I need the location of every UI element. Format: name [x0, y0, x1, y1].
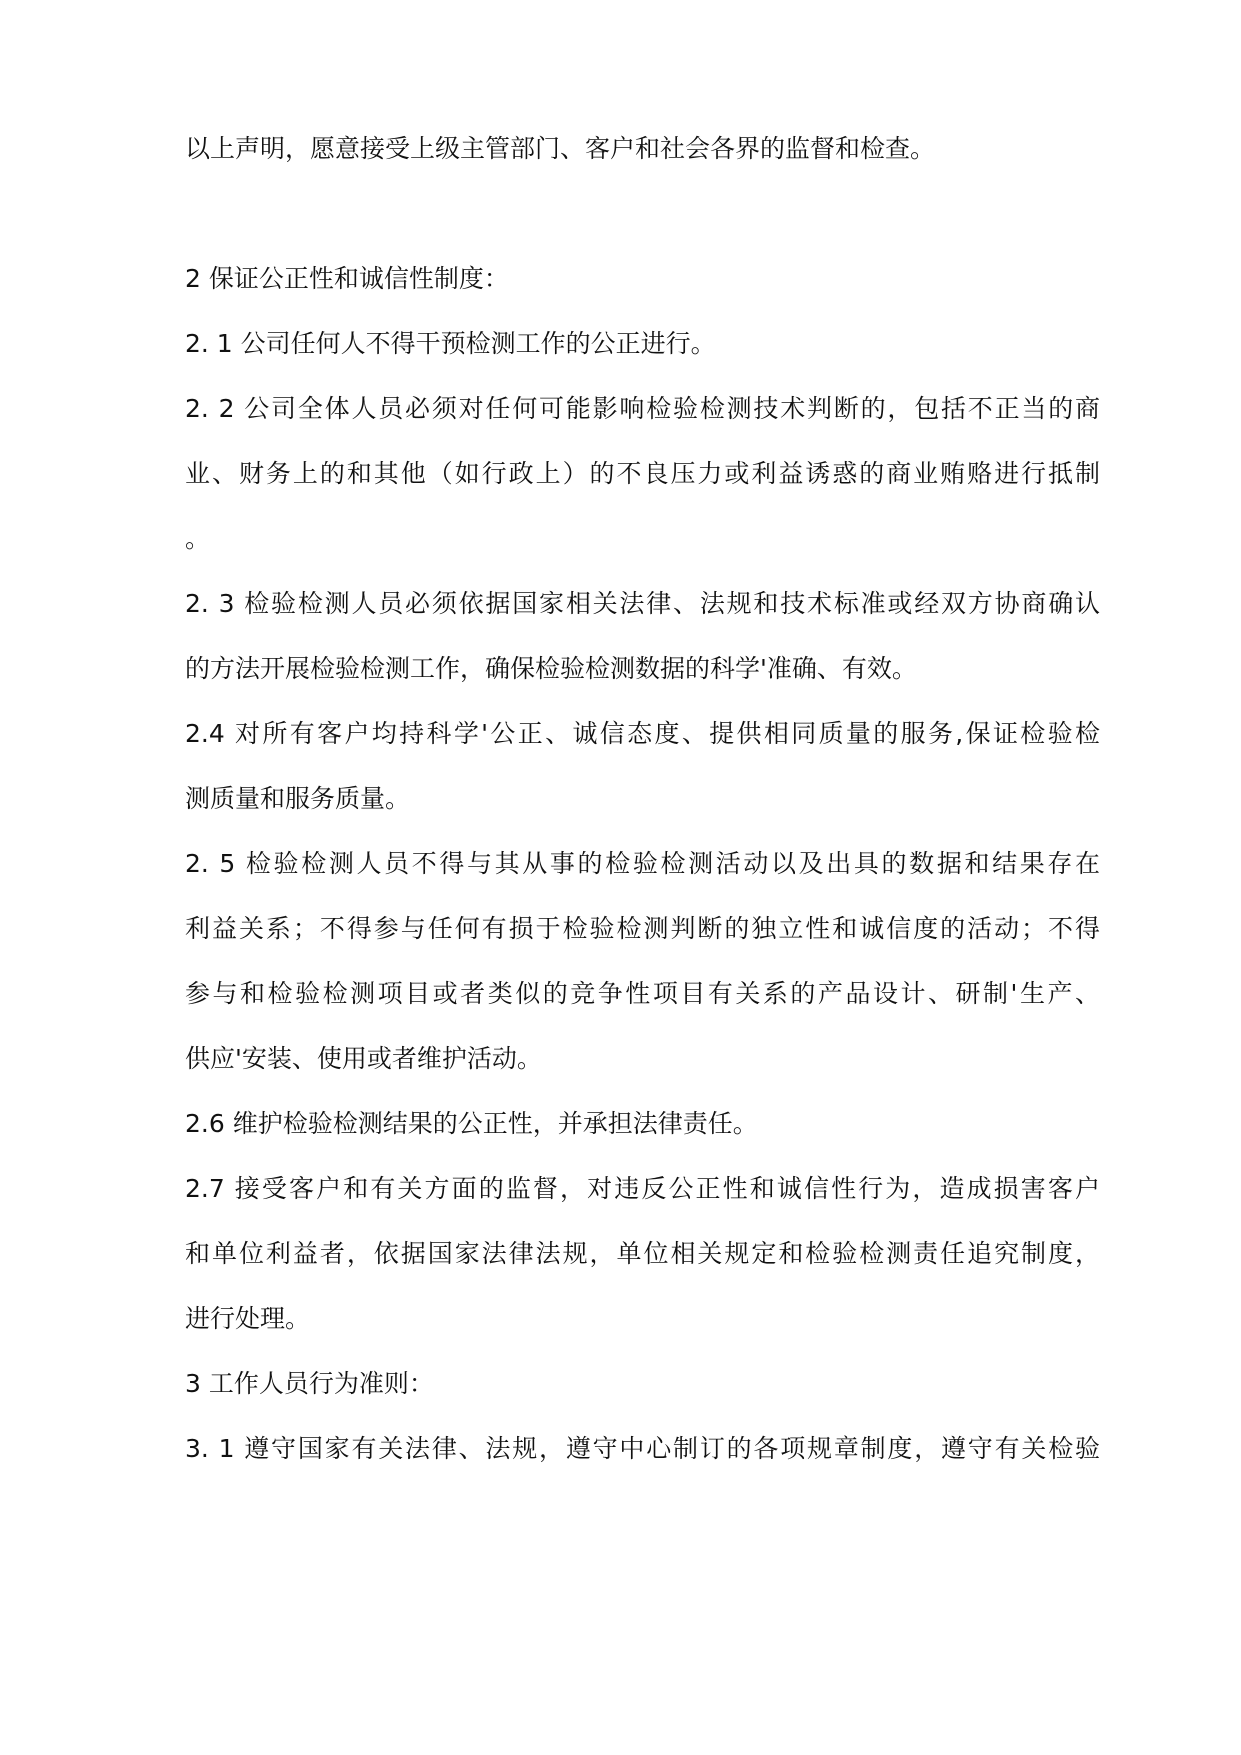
paragraph-line: 2. 2 公司全体人员必须对任何可能影响检验检测技术判断的，包括不正当的商 — [185, 394, 1100, 423]
paragraph-line: 2.4 对所有客户均持科学'公正、诚信态度、提供相同质量的服务,保证检验检 — [185, 719, 1100, 748]
paragraph-line: 2.6 维护检验检测结果的公正性，并承担法律责任。 — [185, 1109, 758, 1138]
paragraph-line: 。 — [185, 524, 211, 553]
paragraph-line: 业、财务上的和其他（如行政上）的不良压力或利益诱惑的商业贿赂进行抵制 — [185, 459, 1100, 488]
paragraph-line: 的方法开展检验检测工作，确保检验检测数据的科学'准确、有效。 — [185, 654, 917, 683]
paragraph-line: 测质量和服务质量。 — [185, 784, 411, 813]
document-body — [185, 116, 1100, 1481]
paragraph-line: 以上声明，愿意接受上级主管部门、客户和社会各界的监督和检查。 — [185, 134, 936, 163]
paragraph-line: 进行处理。 — [185, 1304, 311, 1333]
paragraph-line: 2. 5 检验检测人员不得与其从事的检验检测活动以及出具的数据和结果存在 — [185, 849, 1100, 878]
paragraph-line: 参与和检验检测项目或者类似的竞争性项目有关系的产品设计、研制'生产、 — [185, 979, 1100, 1008]
paragraph-gap — [185, 181, 1100, 246]
paragraph-line: 2. 3 检验检测人员必须依据国家相关法律、法规和技术标准或经双方协商确认 — [185, 589, 1100, 618]
paragraph-line: 2.7 接受客户和有关方面的监督，对违反公正性和诚信性行为，造成损害客户 — [185, 1174, 1100, 1203]
section-heading: 3 工作人员行为准则： — [185, 1369, 434, 1398]
paragraph-line: 利益关系；不得参与任何有损于检验检测判断的独立性和诚信度的活动；不得 — [185, 914, 1100, 943]
paragraph-line: 供应'安装、使用或者维护活动。 — [185, 1044, 542, 1073]
paragraph-line: 和单位利益者，依据国家法律法规，单位相关规定和检验检测责任追究制度， — [185, 1239, 1100, 1268]
paragraph-line: 2. 1 公司任何人不得干预检测工作的公正进行。 — [185, 329, 716, 358]
paragraph-line: 3. 1 遵守国家有关法律、法规，遵守中心制订的各项规章制度，遵守有关检验 — [185, 1434, 1100, 1463]
section-heading: 2 保证公正性和诚信性制度： — [185, 264, 509, 293]
